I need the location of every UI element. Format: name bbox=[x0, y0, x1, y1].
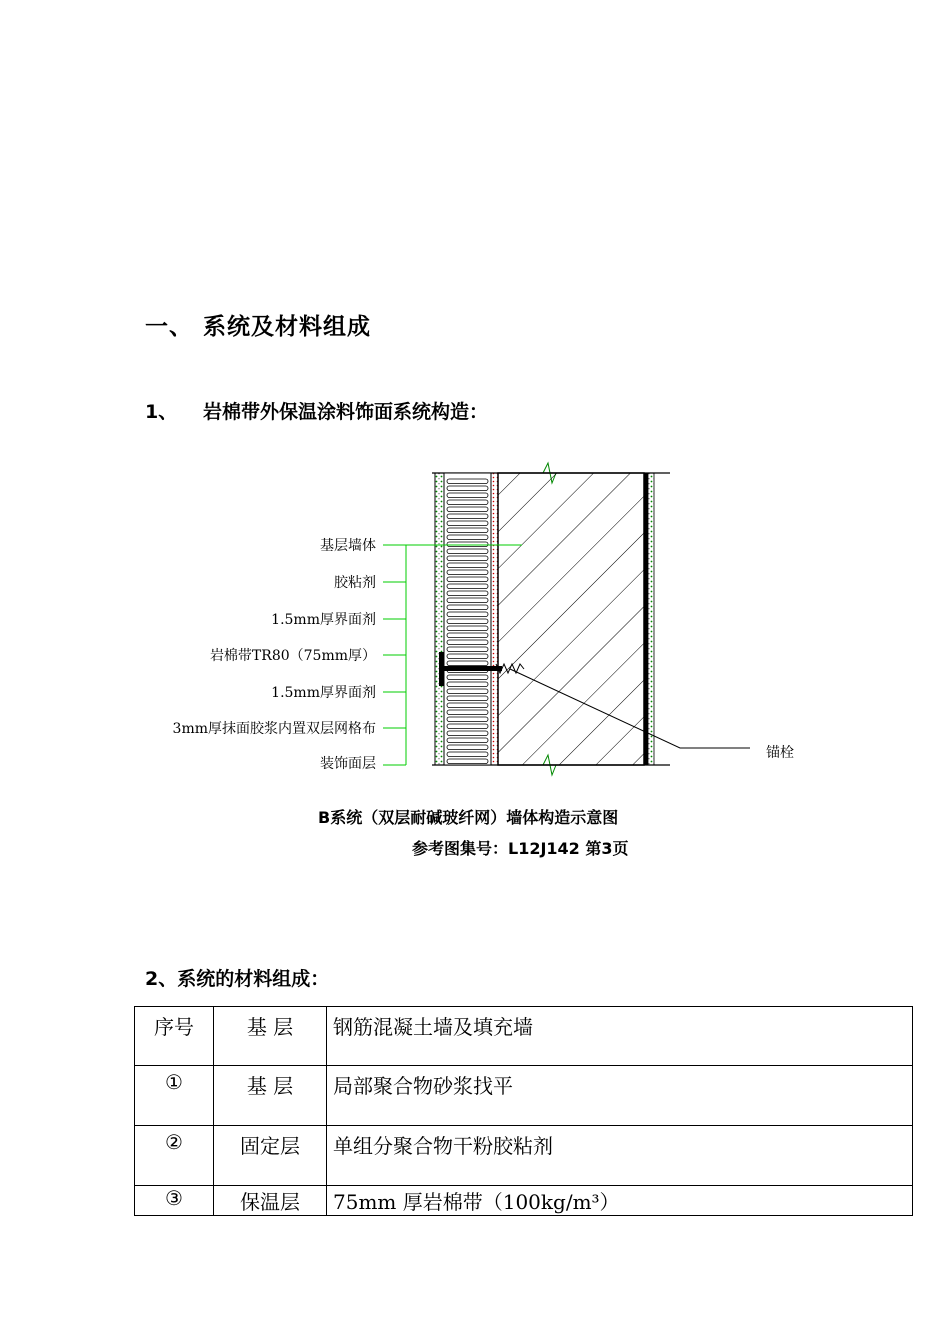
table-cell-layer: 基 层 bbox=[214, 1066, 327, 1126]
table-row bbox=[135, 1186, 913, 1216]
label-anchor: 锚栓 bbox=[766, 745, 794, 761]
label-mortar-mesh: 3mm厚抹面胶浆内置双层网格布 bbox=[172, 721, 376, 737]
table-cell-material: 单组分聚合物干粉胶粘剂 bbox=[327, 1126, 913, 1186]
table-row bbox=[135, 1126, 913, 1186]
label-rock-wool: 岩棉带TR80（75mm厚） bbox=[209, 648, 376, 664]
label-adhesive: 胶粘剂 bbox=[334, 575, 376, 591]
subsection-number-1: 1、 bbox=[145, 401, 178, 423]
table-cell-index: ② bbox=[135, 1126, 214, 1186]
label-interface-agent-2: 1.5mm厚界面剂 bbox=[271, 685, 376, 701]
adhesive-layer bbox=[491, 473, 498, 765]
label-base-wall: 基层墙体 bbox=[320, 538, 376, 554]
subsection-title-1: 岩棉带外保温涂料饰面系统构造： bbox=[203, 401, 489, 423]
section-number: 一、 bbox=[145, 314, 193, 340]
interior-plaster-dark bbox=[644, 473, 648, 765]
wall-construction-diagram bbox=[0, 460, 950, 780]
table-row bbox=[135, 1007, 913, 1066]
table-cell-layer: 保温层 bbox=[214, 1186, 327, 1216]
table-cell-material: 局部聚合物砂浆找平 bbox=[327, 1066, 913, 1126]
anchor-shaft bbox=[444, 666, 502, 671]
section-heading bbox=[145, 308, 371, 341]
label-interface-agent-1: 1.5mm厚界面剂 bbox=[271, 612, 376, 628]
table-cell-layer: 基 层 bbox=[214, 1007, 327, 1066]
table-cell-index: 序号 bbox=[135, 1007, 214, 1066]
section-title: 系统及材料组成 bbox=[203, 314, 371, 340]
table-cell-material: 75mm 厚岩棉带（100kg/m³） bbox=[327, 1186, 913, 1216]
materials-table bbox=[134, 1006, 913, 1216]
subsection-heading-2: 2、系统的材料组成： bbox=[145, 968, 330, 990]
table-cell-layer: 固定层 bbox=[214, 1126, 327, 1186]
finish-mesh-layer bbox=[435, 473, 444, 765]
subsection-heading-1 bbox=[145, 397, 488, 424]
diagram-caption: B系统（双层耐碱玻纤网）墙体构造示意图 bbox=[318, 808, 619, 827]
label-finish: 装饰面层 bbox=[320, 756, 376, 772]
table-cell-index: ① bbox=[135, 1066, 214, 1126]
table-row bbox=[135, 1066, 913, 1126]
table-cell-material: 钢筋混凝土墙及填充墙 bbox=[327, 1007, 913, 1066]
anchor-head bbox=[439, 652, 444, 686]
table-cell-index: ③ bbox=[135, 1186, 214, 1216]
interior-plaster bbox=[648, 473, 654, 765]
diagram-reference: 参考图集号：L12J142 第3页 bbox=[412, 839, 629, 858]
